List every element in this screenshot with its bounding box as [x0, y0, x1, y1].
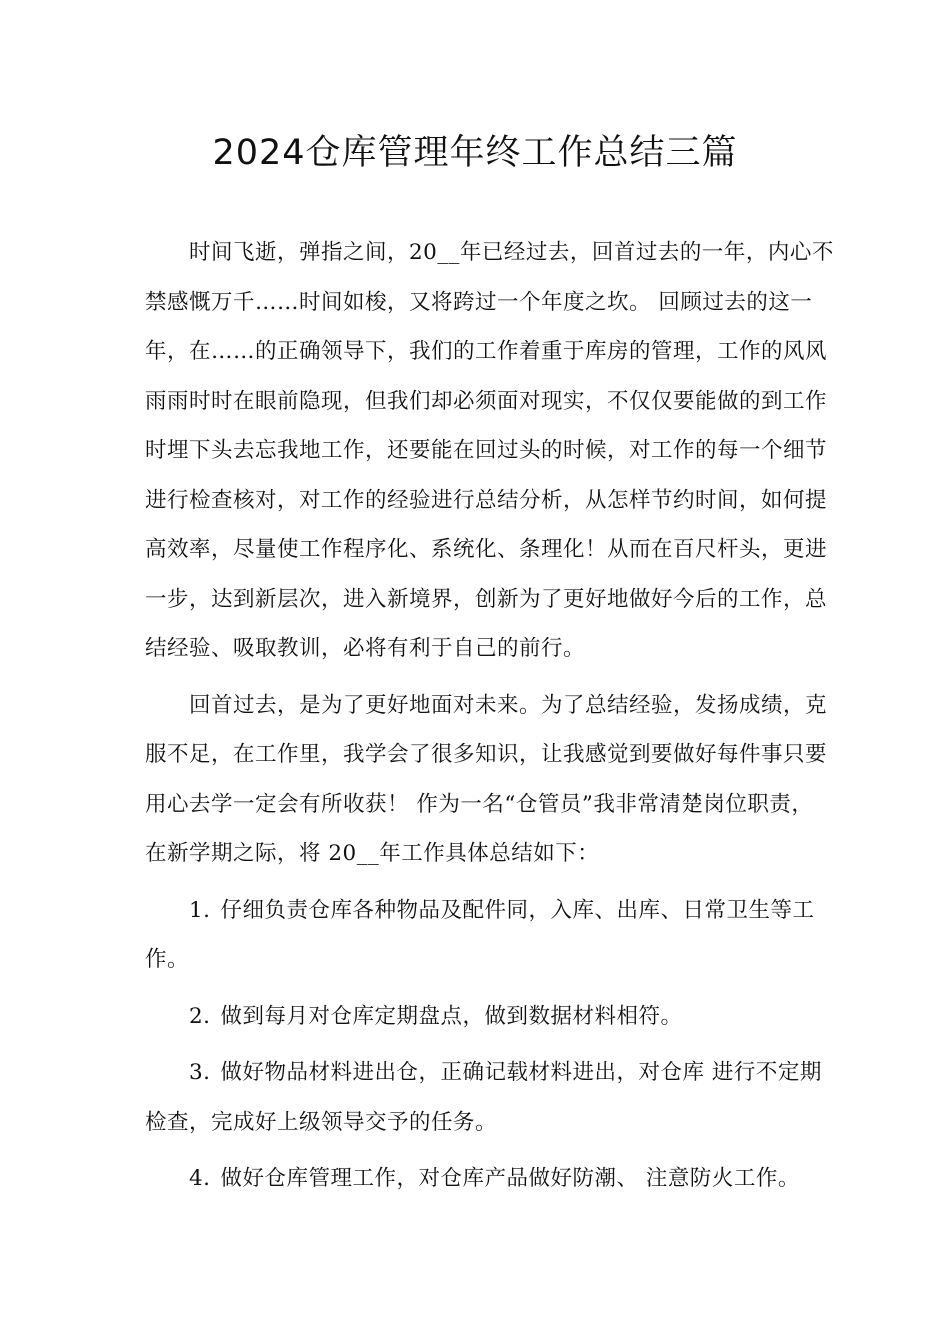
list-text: 做好仓库管理工作，对仓库产品做好防潮、 注意防火工作。: [220, 1166, 800, 1191]
list-item: [145, 1154, 835, 1204]
spacer: [145, 1041, 835, 1048]
paragraph-intro: 时间飞逝，弹指之间，20__年已经过去，回首过去的一年，内心不禁感慨万千……时间如梭，又将跨过一个年度之坎。 回顾过去的这一年，在……的正确领导下，我们的工作着重于库房的管理，工作的风风雨雨时时在眼前隐现，但我们却必须面对现实，不仅仅要能做的到工作时埋下头去忘我地工作，还要能在回过头的时候，对工作的每一个细节进行检查核对，对工作的经验进行总结分析，从怎样节约时间，如何提高效率，尽量使工作程序化、系统化、条理化！从而在百尺杆头，更进一步，达到新层次，进入新境界，创新为了更好地做好今后的工作，总结经验、吸取教训，必将有利于自己的前行。: [145, 240, 834, 661]
document-body: [145, 228, 835, 1204]
paragraph-review: 回首过去，是为了更好地面对未来。为了总结经验，发扬成绩，克服不足，在工作里，我学会了很多知识，让我感觉到要做好每件事只要用心去学一定会有所收获！ 作为一名“仓管员”我非常清楚岗位职责，在新学期之际，将 20__年工作具体总结如下：: [145, 692, 828, 866]
list-text: 仔细负责仓库各种物品及配件同，入库、出库、日常卫生等工作。: [145, 897, 815, 972]
list-number: 1.: [189, 897, 211, 923]
spacer: [145, 985, 835, 992]
list-number: 3.: [189, 1060, 211, 1085]
list-item: [145, 992, 835, 1042]
list-number: 2.: [189, 1003, 211, 1029]
list-text: 做好物品材料进出仓，正确记载材料进出，对仓库 进行不定期检查，完成好上级领导交予的任务。: [145, 1060, 822, 1135]
list-text: 做到每月对仓库定期盘点，做到数据材料相符。: [220, 1003, 683, 1029]
spacer: [145, 674, 835, 681]
spacer: [145, 1147, 835, 1154]
spacer: [145, 879, 835, 886]
list-item: [145, 1048, 835, 1147]
list-number: 4.: [189, 1166, 211, 1191]
document-title: 2024仓库管理年终工作总结三篇: [212, 133, 738, 173]
list-item: [145, 886, 835, 985]
